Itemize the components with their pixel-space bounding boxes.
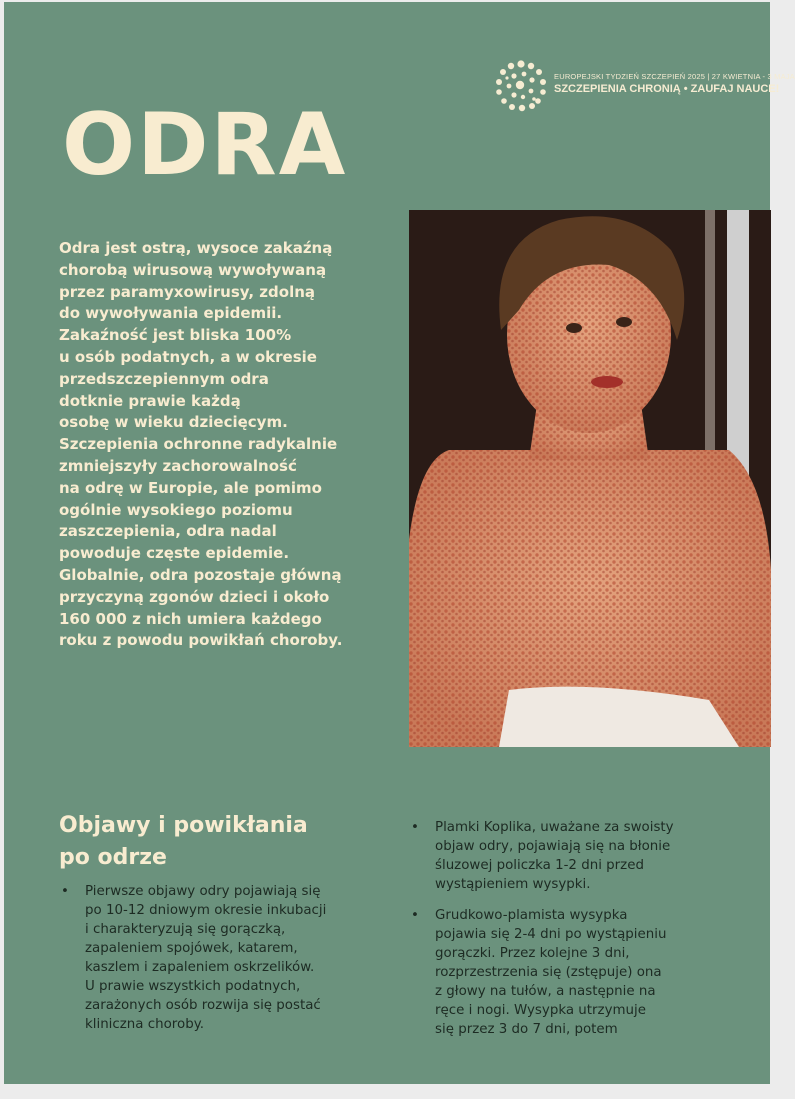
intro-line: Odra jest ostrą, wysoce zakaźną	[59, 239, 333, 257]
list-item-line: objaw odry, pojawiają się na błonie	[435, 839, 671, 854]
list-item-line: i charakteryzują się gorączką,	[85, 922, 286, 937]
list-item-line: zarażonych osób rozwija się postać	[85, 998, 321, 1013]
intro-line: przez paramyxowirusy, zdolną	[59, 282, 316, 301]
list-item-line: śluzowej policzka 1-2 dni przed	[435, 858, 644, 873]
list-item-line: pojawia się 2-4 dni po wystąpieniu	[435, 927, 667, 942]
intro-line: na odrę w Europie, ale pomimo	[59, 478, 322, 497]
list-item-line: po 10-12 dniowym okresie inkubacji	[85, 903, 327, 918]
section-heading	[59, 810, 308, 874]
list-item-line: gorączki. Przez kolejne 3 dni,	[435, 946, 630, 961]
symptoms-list-right	[409, 818, 749, 1051]
logo-slogan: SZCZEPIENIA CHRONIĄ • ZAUFAJ NAUCE!	[554, 83, 780, 95]
intro-line: zmniejszyły zachorowalność	[59, 456, 297, 475]
intro-line: osobę w wieku dziecięcym.	[59, 413, 288, 432]
intro-line: powoduje częste epidemie.	[59, 544, 290, 563]
list-item-line: zapaleniem spojówek, katarem,	[85, 941, 298, 956]
intro-paragraph	[59, 238, 389, 652]
intro-line: u osób podatnych, a w okresie	[59, 347, 317, 366]
list-item-line: Plamki Koplika, uważane za swoisty	[435, 820, 674, 835]
list-item-line: Grudkowo-plamista wysypka	[435, 908, 628, 923]
intro-line: roku z powodu powikłań choroby.	[59, 631, 343, 650]
list-item-line: się przez 3 do 7 dni, potem	[435, 1022, 618, 1037]
intro-line: Globalnie, odra pozostaje główną	[59, 565, 342, 584]
campaign-logo	[494, 58, 795, 114]
intro-line: chorobą wirusową wywoływaną	[59, 260, 327, 279]
section-heading-line: po odrze	[59, 845, 167, 870]
intro-line: dotknie prawie każdą	[59, 391, 241, 410]
dotted-globe-icon	[494, 58, 548, 112]
symptoms-list-left	[59, 882, 389, 1046]
list-item-line: kliniczna choroby.	[85, 1017, 204, 1032]
intro-line: zaszczepienia, odra nadal	[59, 522, 277, 541]
page-title: ODRA	[62, 95, 348, 195]
intro-line: ogólnie wysokiego poziomu	[59, 500, 293, 519]
bullet-icon: •	[411, 908, 419, 923]
intro-line: Zakaźność jest bliska 100%	[59, 326, 292, 345]
list-item-line: Pierwsze objawy odry pojawiają się	[85, 884, 321, 899]
bullet-icon: •	[411, 820, 419, 835]
list-item	[409, 906, 749, 1039]
section-heading-line: Objawy i powikłania	[59, 813, 308, 838]
intro-line: 160 000 z nich umiera każdego	[59, 609, 322, 628]
list-item	[409, 818, 749, 894]
bullet-icon: •	[61, 884, 69, 899]
list-item-line: rozprzestrzenia się (zstępuje) ona	[435, 965, 662, 980]
list-item-line: kaszlem i zapaleniem oskrzelików.	[85, 960, 315, 975]
list-item-line: wystąpieniem wysypki.	[435, 877, 591, 892]
list-item-line: U prawie wszystkich podatnych,	[85, 979, 301, 994]
list-item-line: ręce i nogi. Wysypka utrzymuje	[435, 1003, 646, 1018]
intro-line: do wywoływania epidemii.	[59, 304, 283, 323]
poster-page	[4, 2, 795, 1084]
measles-child-photo	[409, 210, 771, 747]
logo-campaign-dates: EUROPEJSKI TYDZIEŃ SZCZEPIEŃ 2025 | 27 KWIETNIA - 3 MAJA	[554, 72, 795, 81]
intro-line: Szczepienia ochronne radykalnie	[59, 435, 338, 454]
intro-line: przedszczepiennym odra	[59, 369, 269, 388]
intro-line: przyczyną zgonów dzieci i około	[59, 587, 330, 606]
list-item-line: z głowy na tułów, a następnie na	[435, 984, 656, 999]
list-item	[59, 882, 389, 1034]
